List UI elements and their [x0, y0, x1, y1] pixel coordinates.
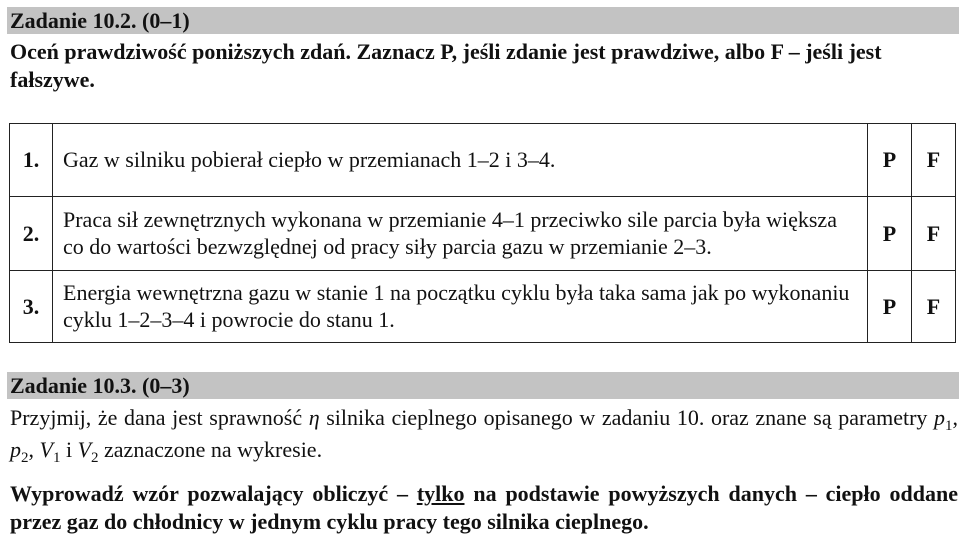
task-header-10-3	[7, 372, 959, 399]
task-title: Zadanie 10.3. (0–3)	[10, 373, 190, 398]
subscript: 1	[945, 418, 953, 434]
true-false-table	[9, 123, 956, 343]
subscript: 2	[91, 450, 99, 466]
task-instruction: Oceń prawdziwość poniższych zdań. Zaznacz P, jeśli zdanie jest prawdziwe, albo F – jeśli jest fałszywe.	[10, 39, 882, 92]
task-title: Zadanie 10.2. (0–1)	[10, 8, 190, 33]
task-header-10-2	[7, 7, 959, 34]
statement-number: 1.	[10, 124, 53, 197]
task-intro-paragraph	[10, 402, 958, 466]
answer-true-option[interactable]: P	[868, 197, 912, 271]
answer-false-option[interactable]: F	[912, 124, 956, 197]
table-row	[10, 197, 956, 271]
command-text: na podstawie powyższych danych – ciepło oddane przez gaz do chłodnicy w jednym cyklu pracy tego silnika cieplnego.	[10, 481, 958, 534]
symbol-eta: η	[308, 405, 320, 430]
separator: ,	[952, 405, 958, 430]
symbol-v: V	[39, 437, 53, 462]
intro-text: zaznaczone na wykresie.	[98, 437, 323, 462]
symbol-p: p	[934, 405, 945, 430]
task-command	[10, 480, 958, 536]
command-text: Wyprowadź wzór pozwalający obliczyć –	[10, 481, 417, 506]
subscript: 2	[21, 450, 29, 466]
answer-true-option[interactable]: P	[868, 271, 912, 343]
statement-number: 3.	[10, 271, 53, 343]
statement-text: Energia wewnętrzna gazu w stanie 1 na początku cyklu była taka sama jak po wykonaniu cyklu 1–2–3–4 i powrocie do stanu 1.	[53, 271, 868, 343]
intro-text: silnika cieplnego opisanego w zadaniu 10. oraz znane są parametry	[319, 405, 934, 430]
conjunction: i	[60, 437, 78, 462]
symbol-p: p	[10, 437, 21, 462]
symbol-v: V	[77, 437, 92, 462]
table-row	[10, 124, 956, 197]
intro-text: Przyjmij, że dana jest sprawność	[10, 405, 309, 430]
answer-false-option[interactable]: F	[912, 197, 956, 271]
answer-true-option[interactable]: P	[868, 124, 912, 197]
statement-number: 2.	[10, 197, 53, 271]
statement-text: Gaz w silniku pobierał ciepło w przemianach 1–2 i 3–4.	[53, 124, 868, 197]
underlined-emphasis: tylko	[416, 481, 465, 506]
subscript: 1	[52, 450, 61, 466]
answer-false-option[interactable]: F	[912, 271, 956, 343]
statement-text: Praca sił zewnętrznych wykonana w przemianie 4–1 przeciwko sile parcia była większa co do wartości bezwzględnej od pracy siły parcia gazu w przemianie 2–3.	[53, 197, 868, 271]
separator: ,	[28, 437, 40, 462]
table-row	[10, 271, 956, 343]
